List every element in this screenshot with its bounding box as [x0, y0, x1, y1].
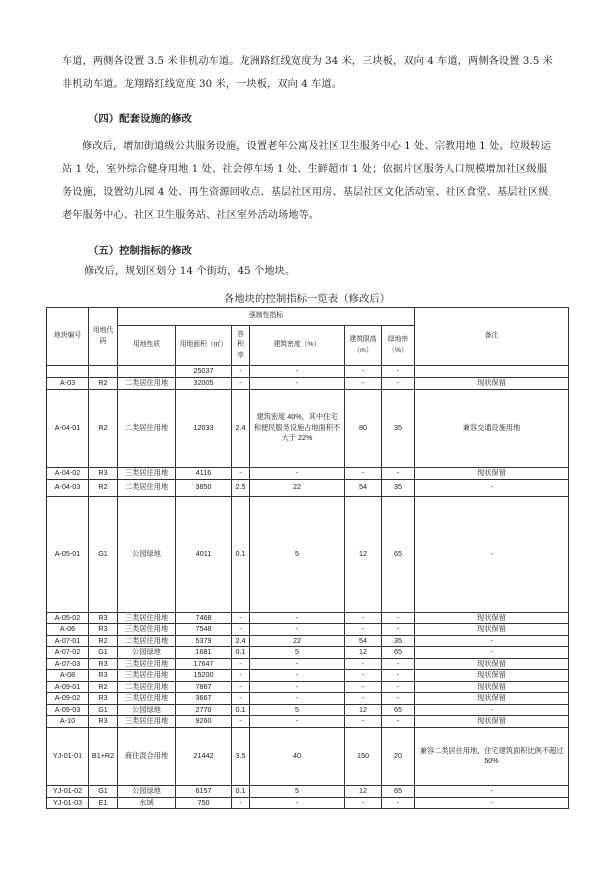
cell-height-limit: - — [345, 670, 382, 682]
cell-remark: 现状保留 — [415, 693, 569, 705]
cell-land-use: 公园绿地 — [118, 496, 176, 612]
cell-land-use: 二类居住用地 — [118, 389, 176, 467]
cell-green-ratio: - — [382, 716, 415, 728]
table-row — [47, 797, 569, 809]
cell-density: - — [250, 377, 345, 389]
cell-far: 0.1 — [232, 704, 250, 716]
cell-green-ratio: 35 — [382, 389, 415, 467]
cell-height-limit: - — [345, 467, 382, 479]
table-row — [47, 366, 569, 378]
cell-height-limit: - — [345, 693, 382, 705]
cell-green-ratio: - — [382, 797, 415, 809]
cell-land-code: R3 — [89, 693, 118, 705]
cell-plot-no: A-05-01 — [47, 496, 89, 612]
cell-plot-no: A-09-03 — [47, 704, 89, 716]
cell-green-ratio: 35 — [382, 479, 415, 496]
cell-density: - — [250, 681, 345, 693]
cell-land-code: E1 — [89, 797, 118, 809]
cell-height-limit: - — [345, 716, 382, 728]
cell-far: 0.1 — [232, 647, 250, 659]
cell-land-code: R3 — [89, 716, 118, 728]
header-height: 建筑限高（m） — [345, 326, 382, 366]
cell-remark: - — [415, 635, 569, 647]
table-row — [47, 635, 569, 647]
cell-remark: 兼容二类居住用地，住宅建筑面积比例不超过 50% — [415, 727, 569, 785]
cell-density: 5 — [250, 785, 345, 797]
table-row — [47, 693, 569, 705]
cell-area: 750 — [176, 797, 232, 809]
cell-far: 0.1 — [232, 785, 250, 797]
table-row — [47, 467, 569, 479]
cell-area: 9260 — [176, 716, 232, 728]
table-row — [47, 479, 569, 496]
cell-remark: 现状保留 — [415, 670, 569, 682]
cell-area: 5379 — [176, 635, 232, 647]
cell-plot-no: A-05-02 — [47, 612, 89, 624]
cell-height-limit: - — [345, 366, 382, 378]
cell-green-ratio: - — [382, 366, 415, 378]
cell-density: - — [250, 366, 345, 378]
cell-remark: 现状保留 — [415, 658, 569, 670]
cell-area: 6157 — [176, 785, 232, 797]
header-land-code: 用地代码 — [89, 308, 118, 366]
cell-remark: 现状保留 — [415, 377, 569, 389]
cell-density: 40 — [250, 727, 345, 785]
cell-remark: - — [415, 704, 569, 716]
table-row — [47, 377, 569, 389]
cell-remark: 现状保留 — [415, 716, 569, 728]
cell-plot-no: A-07-01 — [47, 635, 89, 647]
cell-green-ratio: - — [382, 681, 415, 693]
cell-green-ratio: 65 — [382, 704, 415, 716]
cell-far: - — [232, 467, 250, 479]
table-row — [47, 624, 569, 636]
table-row — [47, 727, 569, 785]
cell-height-limit: 80 — [345, 389, 382, 467]
cell-land-use: 三类居住用地 — [118, 658, 176, 670]
cell-land-use: 公园绿地 — [118, 647, 176, 659]
cell-far: - — [232, 797, 250, 809]
cell-density: 建筑密度 40%，其中住宅和便民服务设施占地面积不大于 22% — [250, 389, 345, 467]
header-mandatory: 强制性指标 — [118, 308, 415, 326]
cell-far: - — [232, 693, 250, 705]
cell-remark: - — [415, 479, 569, 496]
cell-land-use: 二类居住用地 — [118, 635, 176, 647]
table-row — [47, 658, 569, 670]
cell-height-limit: 12 — [345, 785, 382, 797]
cell-land-code: R2 — [89, 635, 118, 647]
cell-plot-no: A-03 — [47, 377, 89, 389]
cell-plot-no: A-09-02 — [47, 693, 89, 705]
table-row — [47, 681, 569, 693]
cell-density: - — [250, 658, 345, 670]
cell-height-limit: 54 — [345, 479, 382, 496]
cell-land-code: G1 — [89, 704, 118, 716]
cell-far: - — [232, 658, 250, 670]
cell-land-code: R2 — [89, 681, 118, 693]
cell-green-ratio: 65 — [382, 496, 415, 612]
table-row — [47, 389, 569, 467]
cell-remark: 现状保留 — [415, 624, 569, 636]
header-plot-no: 地块编号 — [47, 308, 89, 366]
cell-area: 7548 — [176, 624, 232, 636]
cell-height-limit: - — [345, 612, 382, 624]
paragraph-roads: 车道，两侧各设置 3.5 米非机动车道。龙洲路红线宽度为 34 米，三块板，双向 4 车道，两侧各设置 3.5 米非机动车道。龙翔路红线宽度 30 米，一块板，双向 4 车道。 — [62, 56, 553, 90]
cell-density: 5 — [250, 496, 345, 612]
header-density: 建筑密度（%） — [250, 326, 345, 366]
cell-height-limit: 150 — [345, 727, 382, 785]
cell-green-ratio: 20 — [382, 727, 415, 785]
cell-plot-no: A-06 — [47, 624, 89, 636]
cell-area: 32005 — [176, 377, 232, 389]
cell-height-limit: - — [345, 624, 382, 636]
cell-remark: 现状保留 — [415, 681, 569, 693]
header-green: 绿地率（%） — [382, 326, 415, 366]
paragraph-facilities: 修改后，增加街道级公共服务设施，设置老年公寓及社区卫生服务中心 1 处、宗教用地 1 处、垃圾转运站 1 处，室外综合健身用地 1 处、社会停车场 1 处、生鲜超市 1 处；依据片区服务人口规模增加社区级服务设施，设置幼儿园 4 处、再生资源回收点、基层社区用房、基层社区文化活动室、社区食堂、基层社区级老年服务中心、社区卫生服务站、社区室外活动场地等。 — [62, 141, 551, 221]
cell-far: - — [232, 366, 250, 378]
cell-land-use: 三类居住用地 — [118, 467, 176, 479]
cell-density: - — [250, 670, 345, 682]
cell-remark: - — [415, 785, 569, 797]
cell-land-code: R3 — [89, 670, 118, 682]
cell-land-code: G1 — [89, 647, 118, 659]
cell-land-use: 公园绿地 — [118, 704, 176, 716]
cell-plot-no: A-09-01 — [47, 681, 89, 693]
table-row — [47, 647, 569, 659]
cell-land-code: R3 — [89, 612, 118, 624]
cell-area: 17647 — [176, 658, 232, 670]
cell-area: 15200 — [176, 670, 232, 682]
cell-land-code: R3 — [89, 624, 118, 636]
cell-far: - — [232, 612, 250, 624]
cell-land-code: R2 — [89, 377, 118, 389]
cell-land-use: 三类居住用地 — [118, 693, 176, 705]
cell-green-ratio: - — [382, 670, 415, 682]
cell-plot-no — [47, 366, 89, 378]
cell-remark: - — [415, 496, 569, 612]
cell-plot-no: A-04-02 — [47, 467, 89, 479]
cell-area: 3850 — [176, 479, 232, 496]
cell-land-code: B1+R2 — [89, 727, 118, 785]
cell-density: - — [250, 624, 345, 636]
cell-area: 1681 — [176, 647, 232, 659]
cell-land-use: 公园绿地 — [118, 785, 176, 797]
cell-green-ratio: - — [382, 624, 415, 636]
cell-land-use: 二类居住用地 — [118, 681, 176, 693]
cell-height-limit: - — [345, 377, 382, 389]
cell-area: 25037 — [176, 366, 232, 378]
cell-height-limit: - — [345, 658, 382, 670]
cell-density: 5 — [250, 647, 345, 659]
cell-height-limit: 54 — [345, 635, 382, 647]
cell-land-use: 三类居住用地 — [118, 624, 176, 636]
cell-plot-no: A-04-01 — [47, 389, 89, 467]
cell-green-ratio: 65 — [382, 647, 415, 659]
cell-area: 3667 — [176, 693, 232, 705]
cell-plot-no: YJ-01-03 — [47, 797, 89, 809]
cell-density: - — [250, 716, 345, 728]
table-caption: 各地块的控制指标一览表（修改后） — [223, 293, 391, 305]
cell-density: - — [250, 797, 345, 809]
header-land-use: 用地性质 — [118, 326, 176, 366]
cell-area: 2770 — [176, 704, 232, 716]
cell-green-ratio: - — [382, 377, 415, 389]
cell-green-ratio: - — [382, 658, 415, 670]
paragraph-plots: 修改后，规划区划分 14 个街坊，45 个地块。 — [84, 266, 296, 277]
header-far: 容积率 — [232, 326, 250, 366]
cell-remark: - — [415, 797, 569, 809]
cell-land-code: R3 — [89, 658, 118, 670]
cell-far: - — [232, 670, 250, 682]
cell-far: 2.4 — [232, 389, 250, 467]
cell-density: 22 — [250, 479, 345, 496]
cell-density: 5 — [250, 704, 345, 716]
cell-density: 22 — [250, 635, 345, 647]
cell-green-ratio: 35 — [382, 635, 415, 647]
cell-height-limit: 12 — [345, 496, 382, 612]
cell-plot-no: YJ-01-02 — [47, 785, 89, 797]
table-row — [47, 612, 569, 624]
cell-height-limit: - — [345, 797, 382, 809]
cell-land-use: 商住混合用地 — [118, 727, 176, 785]
cell-land-code — [89, 366, 118, 378]
control-indicators-table — [46, 307, 569, 809]
cell-plot-no: A-07-03 — [47, 658, 89, 670]
cell-height-limit: 12 — [345, 704, 382, 716]
header-area: 用地面积（㎡） — [176, 326, 232, 366]
cell-far: - — [232, 377, 250, 389]
cell-land-use — [118, 366, 176, 378]
cell-land-use: 水域 — [118, 797, 176, 809]
cell-land-code: R2 — [89, 389, 118, 467]
table-row — [47, 670, 569, 682]
cell-land-code: G1 — [89, 496, 118, 612]
cell-plot-no: A-07-02 — [47, 647, 89, 659]
cell-remark: - — [415, 647, 569, 659]
heading-facilities: （四）配套设施的修改 — [88, 113, 192, 125]
cell-density: - — [250, 693, 345, 705]
cell-land-code: R2 — [89, 479, 118, 496]
heading-control-indicators: （五）控制指标的修改 — [88, 245, 192, 257]
cell-height-limit: - — [345, 681, 382, 693]
cell-land-code: R3 — [89, 467, 118, 479]
cell-far: 2.4 — [232, 635, 250, 647]
cell-plot-no: A-08 — [47, 670, 89, 682]
cell-density: - — [250, 467, 345, 479]
cell-remark: 兼容交通设施用地 — [415, 389, 569, 467]
table-row — [47, 716, 569, 728]
cell-area: 12033 — [176, 389, 232, 467]
cell-area: 7867 — [176, 681, 232, 693]
cell-area: 21442 — [176, 727, 232, 785]
cell-land-use: 二类居住用地 — [118, 479, 176, 496]
cell-area: 4011 — [176, 496, 232, 612]
cell-plot-no: A-10 — [47, 716, 89, 728]
cell-far: 3.5 — [232, 727, 250, 785]
cell-land-code: G1 — [89, 785, 118, 797]
table-row — [47, 496, 569, 612]
cell-green-ratio: - — [382, 612, 415, 624]
header-remark: 备注 — [415, 308, 569, 366]
cell-far: 0.1 — [232, 496, 250, 612]
cell-far: - — [232, 716, 250, 728]
cell-plot-no: A-04-03 — [47, 479, 89, 496]
table-row — [47, 785, 569, 797]
cell-far: - — [232, 624, 250, 636]
table-row — [47, 704, 569, 716]
cell-land-use: 三类居住用地 — [118, 716, 176, 728]
cell-far: - — [232, 681, 250, 693]
cell-remark: 现状保留 — [415, 467, 569, 479]
cell-far: 2.5 — [232, 479, 250, 496]
cell-remark: 现状保留 — [415, 612, 569, 624]
cell-height-limit: 12 — [345, 647, 382, 659]
cell-green-ratio: - — [382, 693, 415, 705]
cell-density: - — [250, 612, 345, 624]
cell-land-use: 三类居住用地 — [118, 612, 176, 624]
cell-remark — [415, 366, 569, 378]
cell-land-use: 三类居住用地 — [118, 670, 176, 682]
cell-plot-no: YJ-01-01 — [47, 727, 89, 785]
cell-area: 4116 — [176, 467, 232, 479]
cell-green-ratio: - — [382, 467, 415, 479]
cell-area: 7468 — [176, 612, 232, 624]
cell-land-use: 二类居住用地 — [118, 377, 176, 389]
cell-green-ratio: 65 — [382, 785, 415, 797]
